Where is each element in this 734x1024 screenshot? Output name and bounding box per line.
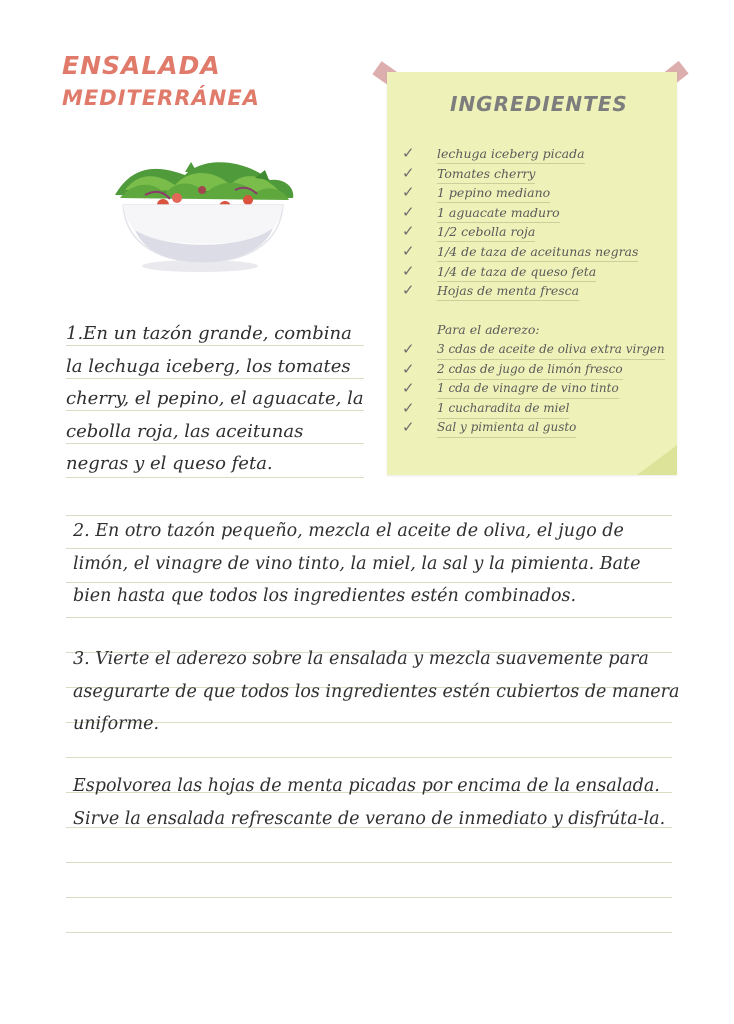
ingredients-note [387, 72, 677, 475]
list-item: ✓ 1/2 cebolla roja [402, 222, 536, 241]
check-icon: ✓ [402, 359, 415, 378]
list-item: ✓ Tomates cherry [402, 163, 536, 182]
ruled-line [66, 617, 672, 618]
check-icon: ✓ [402, 183, 415, 202]
list-item: ✓ Hojas de menta fresca [402, 281, 580, 300]
list-item: ✓ 1/4 de taza de aceitunas negras [402, 241, 639, 260]
check-icon: ✓ [402, 144, 415, 162]
check-icon: ✓ [402, 202, 415, 221]
ruled-line [66, 862, 672, 863]
ingredients-list [402, 144, 662, 301]
title-line-2: MEDITERRÁNEA [62, 86, 260, 110]
ruled-line [66, 897, 672, 898]
check-icon: ✓ [402, 418, 415, 437]
salad-bowl-illustration [105, 150, 300, 275]
check-icon: ✓ [402, 398, 415, 417]
list-item: ✓ 1 aguacate maduro [402, 202, 560, 221]
check-icon: ✓ [402, 340, 415, 358]
step-3-text: 3. Vierte el aderezo sobre la ensalada y mezcla suavemente para asegurarte de que todos los ingredientes estén cubiertos de manera uniforme. [73, 649, 680, 734]
dressing-list [402, 340, 665, 438]
list-item: ✓ 1 pepino mediano [402, 183, 551, 202]
check-icon: ✓ [402, 163, 415, 182]
list-item: ✓ Sal y pimienta al gusto [402, 418, 577, 437]
step-1-text: 1.En un tazón grande, combina la lechuga iceberg, los tomates cherry, el pepino, el aguacate, la cebolla roja, las aceitunas negras y el queso feta. [66, 323, 364, 474]
list-item: ✓ 1 cucharadita de miel [402, 398, 570, 417]
ruled-line [66, 757, 672, 758]
page-curl [637, 445, 677, 475]
dressing-heading: Para el aderezo: [437, 322, 540, 337]
ruled-line [66, 932, 672, 933]
recipe-title [62, 50, 260, 114]
step-2-text: 2. En otro tazón pequeño, mezcla el aceite de oliva, el jugo de limón, el vinagre de vino tinto, la miel, la sal y la pimienta. Bate bien hasta que todos los ingredientes estén combinados. [73, 521, 641, 606]
check-icon: ✓ [402, 261, 415, 280]
check-icon: ✓ [402, 241, 415, 260]
check-icon: ✓ [402, 222, 415, 241]
list-item: ✓ 1 cda de vinagre de vino tinto [402, 379, 619, 398]
ingredients-heading: INGREDIENTES [450, 92, 628, 116]
check-icon: ✓ [402, 281, 415, 300]
title-line-1: ENSALADA [62, 51, 221, 80]
list-item: ✓ 3 cdas de aceite de oliva extra virgen [402, 340, 665, 358]
list-item: ✓ lechuga iceberg picada [402, 144, 585, 162]
list-item: ✓ 1/4 de taza de queso feta [402, 261, 597, 280]
list-item: ✓ 2 cdas de jugo de limón fresco [402, 359, 623, 378]
check-icon: ✓ [402, 379, 415, 398]
step-4-text: Espolvorea las hojas de menta picadas por encima de la ensalada. Sirve la ensalada refrescante de verano de inmediato y disfrúta-la. [73, 776, 666, 829]
